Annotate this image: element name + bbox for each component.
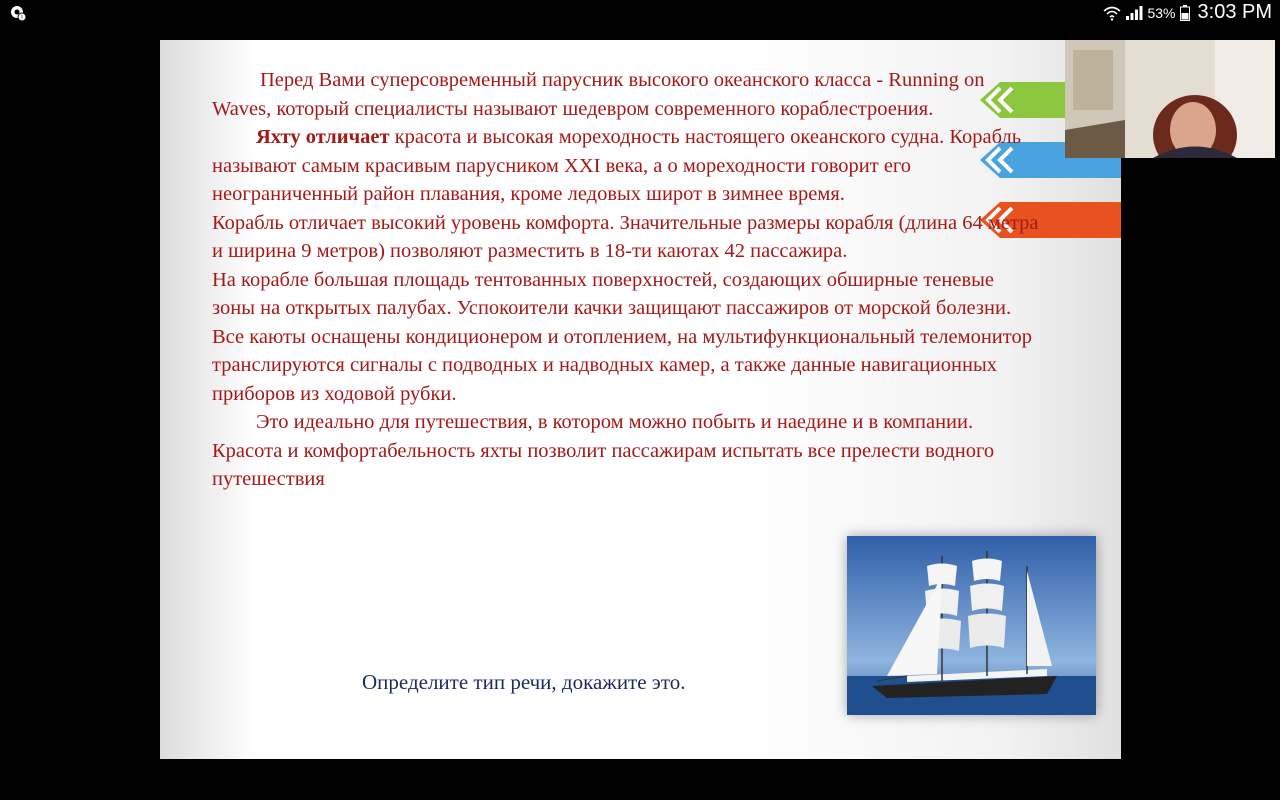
signal-icon <box>1125 5 1143 21</box>
status-bar <box>0 0 1280 25</box>
presentation-slide <box>160 40 1121 759</box>
paragraph-bold-lead: Яхту отличает <box>256 126 390 148</box>
app-notification-icon[interactable] <box>9 4 27 22</box>
sailing-ship-image <box>847 536 1096 715</box>
status-right <box>1103 0 1272 25</box>
question-prompt: Определите тип речи, докажите это. <box>362 670 686 694</box>
battery-percent: 53% <box>1147 4 1176 21</box>
slide-body-text <box>212 66 1042 494</box>
paragraph-beauty-text: красота и высокая мореходность настоящего океанского судна. Корабль называют самым красивым парусником XXI века, а о мореходности говорит его неограниченный район плавания, кроме ледовых широт в зимнее время. <box>212 126 1022 205</box>
paragraph-beauty <box>212 123 1042 209</box>
wifi-icon <box>1103 5 1121 21</box>
paragraph-conclusion-text: Это идеально для путешествия, в котором можно побыть и наедине и в компании. Красота и комфортабельность яхты позволит пассажирам испытать все прелести водного путешествия <box>212 411 995 490</box>
webcam-video-feed[interactable] <box>1065 40 1275 158</box>
clock: 3:03 PM <box>1197 1 1272 23</box>
paragraph-comfort: Корабль отличает высокий уровень комфорта. Значительные размеры корабля (длина 64 метра и ширина 9 метров) позволяют разместить в 18-ти каютах 42 пассажира. <box>212 211 1039 262</box>
paragraph-intro-text: Перед Вами суперсовременный парусник высокого океанского класса - Running on Waves, который специалисты называют шедевром современного кораблестроения. <box>212 69 985 120</box>
svg-text:!: ! <box>21 15 23 22</box>
paragraph-intro <box>212 66 1042 123</box>
paragraph-conclusion <box>212 408 1042 494</box>
battery-icon <box>1180 5 1190 21</box>
paragraph-features: На корабле большая площадь тентованных поверхностей, создающих обширные теневые зоны на открытых палубах. Успокоители качки защищают пассажиров от морской болезни. Все каюты оснащены кондиционером и отоплением, на мультифункциональный телемонитор транслируются сигналы с подводных и надводных камер, а также данные навигационных приборов из ходовой рубки. <box>212 268 1032 405</box>
